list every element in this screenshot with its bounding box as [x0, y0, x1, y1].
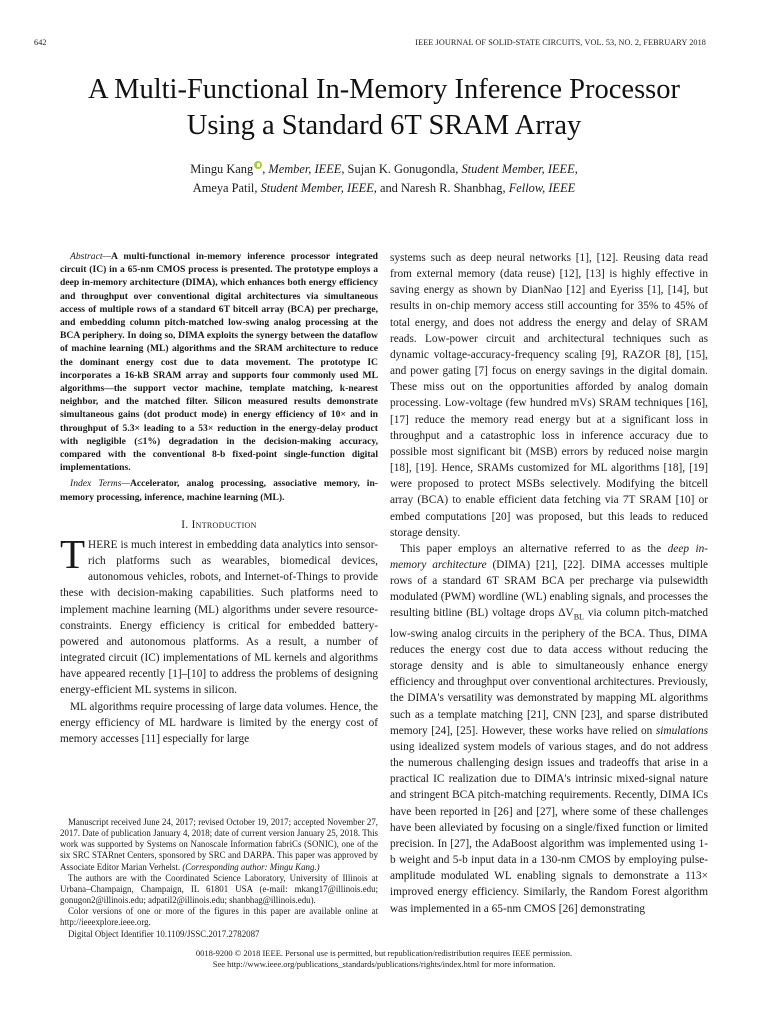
index-terms: [60, 477, 378, 503]
author-name: Sujan K. Gonugondla: [347, 162, 456, 176]
manuscript-note: Manuscript received June 24, 2017; revised October 19, 2017; accepted November 27, 2017. Date of publication January 4, 2018; date of current version January 25, 2018. This work was supported by Systems on Nanoscale Information fabriCs (SONIC), one of the six SRC STARnet Centers, sponsored by SRC and DARPA. This paper was approved by Associate Editor Marian Verhelst. (Corresponding author: Mingu Kang.): [60, 817, 378, 872]
section-number: I.: [181, 518, 189, 531]
index-terms-text: Accelerator, analog processing, associative memory, in-memory processing, inference, machine learning (ML).: [60, 478, 379, 503]
author-role: Member, IEEE: [268, 162, 342, 176]
footnotes: [60, 817, 378, 940]
abstract-text: A multi-functional in-memory inference processor integrated circuit (IC) in a 65-nm CMOS process is presented. The prototype employs a deep in-memory architecture (DIMA), which enhances both energy efficiency and throughput over conventional digital architectures via simultaneous access of multiple rows of a standard 6T bitcell array (BCA) per precharge, and embedding column pitch-matched low-swing analog processing at the BCA periphery. In doing so, DIMA exploits the synergy between the dataflow of machine learning (ML) algorithms and the SRAM architecture to reduce the dominant energy cost due to data movement. The prototype IC incorporates a 16-kB SRAM array and supports four commonly used ML algorithms—the support vector machine, template matching, k-nearest neighbor, and the matched filter. Silicon measured results demonstrate simultaneous gains (dot product mode) in energy efficiency of 10× and in throughput of 5.3× leading to a 53× reduction in the energy-delay product with negligible (≤1%) degradation in the decision-making accuracy, compared with the conventional 8-b fixed-point single-function digital implementations.: [60, 251, 378, 474]
section-title: Introduction: [191, 518, 257, 531]
title-line-1: A Multi-Functional In-Memory Inference Processor: [87, 74, 680, 105]
abstract: [60, 250, 378, 474]
right-paragraph-1: systems such as deep neural networks [1], [12]. Reusing data read from external memory (data reuse) [12], [13] is highly effective in saving energy as shown by DianNao [12] and Eyeriss [1], [14], but results in on-chip memory access still accounting for 35% to 45% of total energy, and does not address the energy and delay of SRAM reads. Low-power circuit and architectural techniques such as dynamic voltage-accuracy-frequency scaling [9], RAZOR [8], [15], and power gating [7] focus on energy savings in the digital domain. These miss out on the opportunities afforded by analog domain processing. Low-voltage (few hundred mVs) SRAM techniques [16], [17] reduce the memory read energy but at a significant loss in throughput and a catastrophic loss in inference accuracy due to possible most significant bit (MSB) errors by reduced noise margin [18], [19]. Hence, SRAMs customized for ML algorithms [18], [19] were proposed to protect MSBs selectively. Modifying the bitcell array (BCA) to enable efficient data fetching via 7T SRAM [10] or embed computations [20] was proposed, but this leads to reduced storage density.: [390, 252, 708, 539]
orcid-icon[interactable]: [254, 161, 262, 169]
author-name: Mingu Kang: [190, 162, 254, 176]
left-column: [60, 250, 378, 747]
author-role: Student Member, IEEE: [260, 181, 374, 195]
author-list: [0, 160, 768, 198]
author-name: Naresh R. Shanbhag: [400, 181, 503, 195]
lead-word: HERE: [88, 539, 118, 552]
journal-name: IEEE JOURNAL OF SOLID-STATE CIRCUITS, VOL. 53, NO. 2, FEBRUARY 2018: [415, 38, 706, 47]
author-line-1: Mingu Kang , Member, IEEE, Sujan K. Gonugondla, Student Member, IEEE,: [190, 162, 578, 176]
index-terms-label: Index Terms—: [70, 478, 130, 490]
section-heading: [60, 517, 378, 533]
page-number: 642: [34, 38, 47, 47]
author-line-2: Ameya Patil, Student Member, IEEE, and Naresh R. Shanbhag, Fellow, IEEE: [192, 181, 576, 195]
title-line-2: Using a Standard 6T SRAM Array: [186, 110, 582, 141]
affiliation-note: The authors are with the Coordinated Science Laboratory, University of Illinois at Urbana–Champaign, Champaign, IL 61801 USA (e-mail: mkang17@illinois.edu; gonugon2@illinois.edu; adpatil2@illinois.edu; shanbhag@illinois.edu).: [60, 872, 378, 906]
right-column: [390, 250, 708, 917]
drop-cap: T: [60, 531, 86, 578]
paper-title: [0, 72, 768, 144]
corresponding-author: (Corresponding author: Mingu Kang.): [182, 861, 320, 872]
color-note: Color versions of one or more of the figures in this paper are available online at http://ieeexplore.ieee.org.: [60, 906, 378, 928]
copyright-footer: [0, 948, 768, 970]
intro-paragraph-2: ML algorithms require processing of large data volumes. Hence, the energy efficiency of ML hardware is limited by the energy cost of memory accesses [11] especially for large: [60, 700, 378, 745]
author-name: Ameya Patil: [192, 181, 255, 195]
doi-note: Digital Object Identifier 10.1109/JSSC.2017.2782087: [68, 928, 260, 939]
author-role: Student Member, IEEE: [461, 162, 575, 176]
right-paragraph-2: This paper employs an alternative referred to as the deep in-memory architecture (DIMA) [21], [22]. DIMA accesses multiple rows of a standard 6T SRAM BCA per precharge via pulsewidth modulated (PWM) wordline (WL) enabling signals, and processes the resulting bitline (BL) voltage drops $\Delta V_{BL}$ via column pitch-matched low-swing analog circuits in the periphery of the BCA. Thus, DIMA reduces the energy cost due to data access without reducing the storage density and is able to simultaneously enhance energy efficiency and throughput over conventional architectures. Previously, the DIMA's versatility was demonstrated by mapping ML algorithms such as a template matching [21], CNN [23], and sparse distributed memory [24], [25]. However, these works have relied on simulations using idealized system models of various stages, and do not address the numerous challenging design issues and tradeoffs that arise in a practical IC realization due to DIMA's intrinsic mixed-signal nature and stringent BCA pitch-matching requirements. Recently, DIMA ICs have been reported in [26] and [27], where some of these challenges have been alleviated by focusing on a single/fixed function or limited precision. In [27], the AdaBoost algorithm was implemented using 1-b weight and 5-b input data in a 130-nm CMOS by employing pulse-amplitude modulated WL enabling signals to demonstrate a 113× improved energy efficiency. Similarly, the Random Forest algorithm was implemented in a 65-nm CMOS [26] demonstrating: [390, 542, 708, 915]
abstract-label: Abstract—: [70, 251, 112, 262]
rights-link-line: See http://www.ieee.org/publications_standards/publications/rights/index.html for more information.: [212, 959, 556, 969]
author-role: Fellow, IEEE: [508, 181, 576, 195]
intro-paragraph-1: THERE is much interest in embedding data analytics into sensor-rich platforms such as wearables, biomedical devices, autonomous vehicles, robots, and Internet-of-Things to provide these with decision-making capabilities. Such platforms need to implement machine learning (ML) algorithms under severe resource-constraints. Energy efficiency is critical for embedded battery-powered and autonomous platforms. As a result, a number of integrated circuit (IC) implementations of ML kernels and algorithms have appeared recently [1]–[10] to address the problems of designing energy-efficient ML systems in silicon.: [60, 531, 378, 697]
copyright-line: 0018-9200 © 2018 IEEE. Personal use is permitted, but republication/redistribution requires IEEE permission.: [195, 948, 573, 958]
